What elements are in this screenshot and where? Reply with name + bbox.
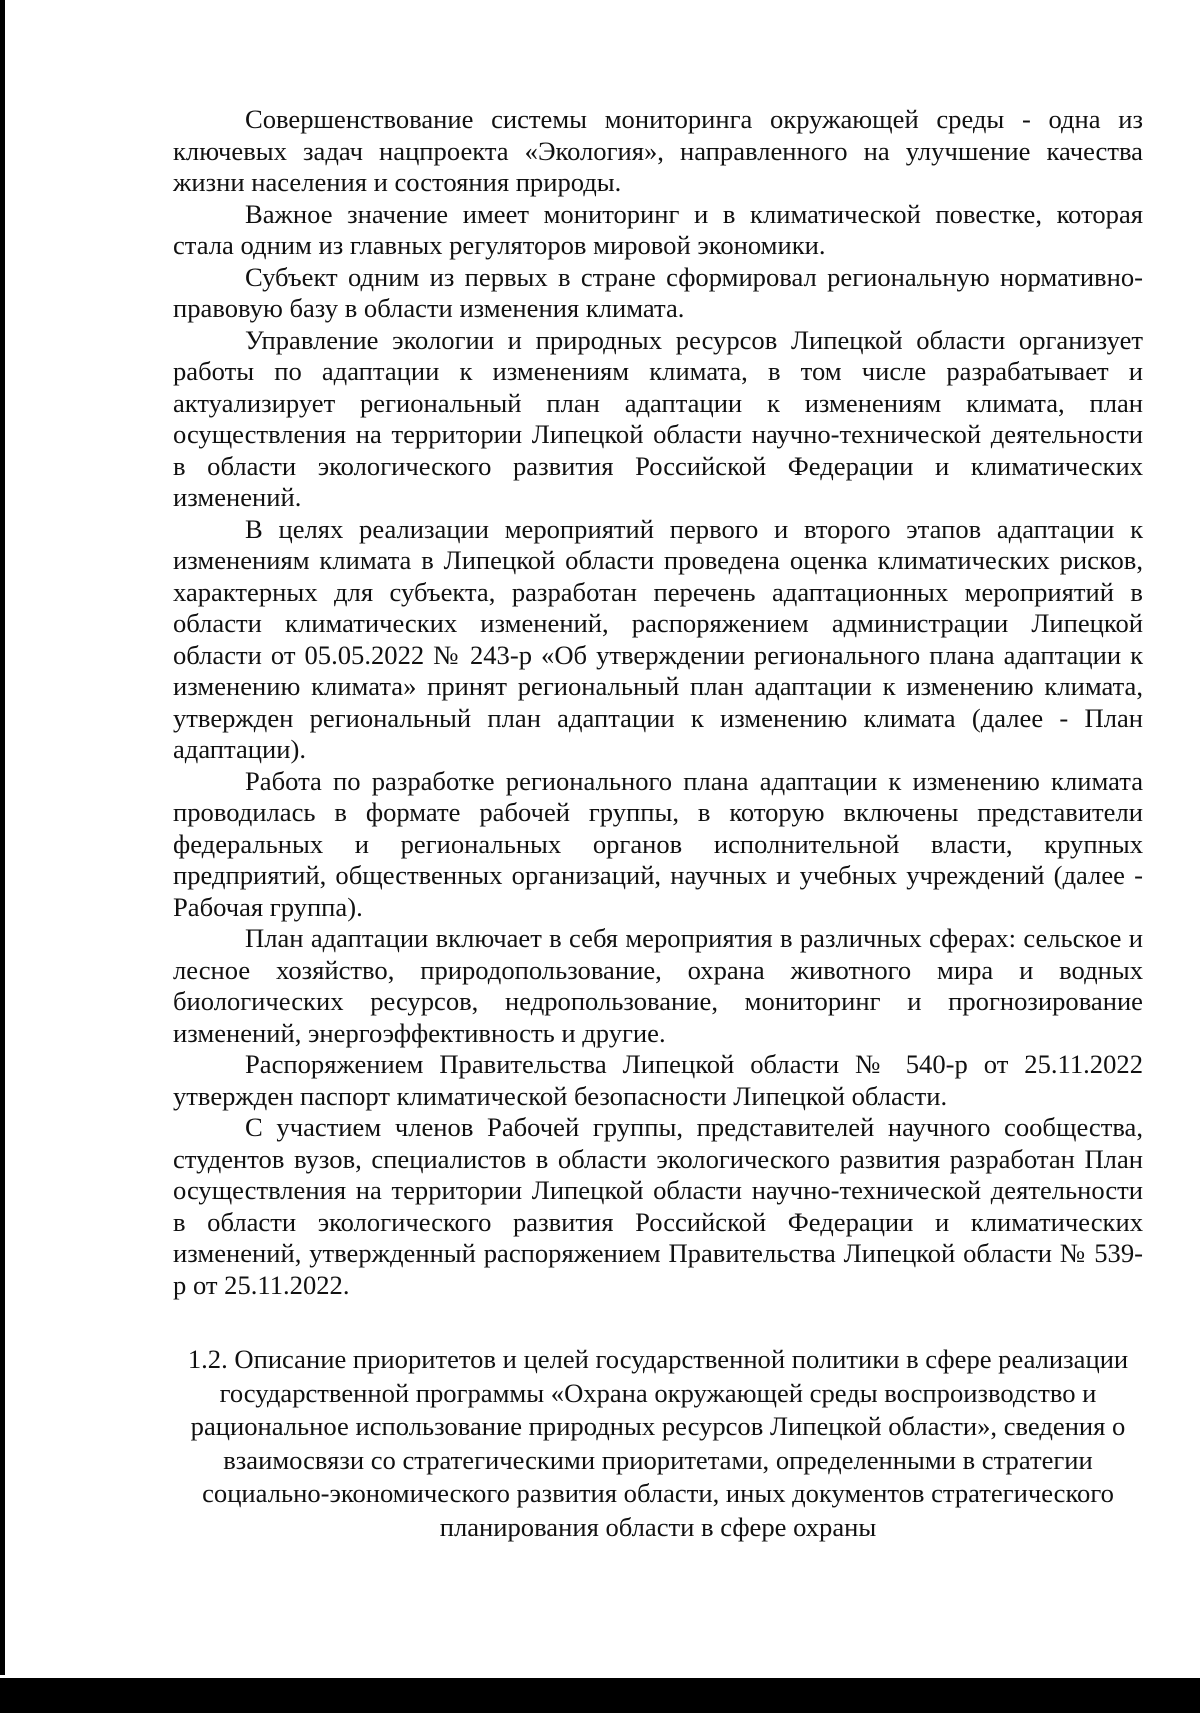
scan-bottom-edge xyxy=(0,1678,1200,1713)
paragraph-research-plan: С участием членов Рабочей группы, представителей научного сообщества, студентов вузов, специалистов в области экологического развития разработан План осуществления на территории Липецкой области научно-технической деятельности в области экологического развития Российской Федерации и климатических изменений, утвержденный распоряжением Правительства Липецкой области № 539-р от 25.11.2022. xyxy=(173,1112,1143,1300)
paragraph-climate-agenda: Важное значение имеет мониторинг и в климатической повестке, которая стала одним из главных регуляторов мировой экономики. xyxy=(173,198,1143,260)
paragraph-adaptation-plan-scope: План адаптации включает в себя мероприятия в различных сферах: сельское и лесное хозяйство, природопользование, охрана животного мира и водных биологических ресурсов, недропользование, мониторинг и прогнозирование изменений, энергоэффективность и другие. xyxy=(173,923,1143,1048)
paragraph-ecology-department: Управление экологии и природных ресурсов Липецкой области организует работы по адаптации к изменениям климата, в том числе разрабатывает и актуализирует региональный план адаптации к изменениям климата, план осуществления на территории Липецкой области научно-технической деятельности в области экологического развития Российской Федерации и климатических изменений. xyxy=(173,324,1143,512)
paragraph-working-group: Работа по разработке регионального плана адаптации к изменению климата проводилась в формате рабочей группы, в которую включены представители федеральных и региональных органов исполнительной власти, крупных предприятий, общественных организаций, научных и учебных учреждений (далее - Рабочая группа). xyxy=(173,765,1143,922)
paragraph-monitoring-system: Совершенствование системы мониторинга окружающей среды - одна из ключевых задач нацпроекта «Экология», направленного на улучшение качества жизни населения и состояния природы. xyxy=(173,104,1143,197)
paragraph-regulatory-base: Субъект одним из первых в стране сформировал региональную нормативно-правовую базу в области изменения климата. xyxy=(173,261,1143,323)
section-heading-1-2: 1.2. Описание приоритетов и целей государственной политики в сфере реализации государственной программы «Охрана окружающей среды воспроизводство и рациональное использование природных ресурсов Липецкой области», сведения о взаимосвязи со стратегическими приоритетами, определенными в стратегии социально-экономического развития области, иных документов стратегического планирования области в сфере охраны xyxy=(187,1344,1129,1542)
scan-left-edge xyxy=(0,0,5,1675)
paragraph-climate-passport: Распоряжением Правительства Липецкой области № 540-р от 25.11.2022 утвержден паспорт климатической безопасности Липецкой области. xyxy=(173,1049,1143,1111)
paragraph-adaptation-stages: В целях реализации мероприятий первого и второго этапов адаптации к изменениям климата в Липецкой области проведена оценка климатических рисков, характерных для субъекта, разработан перечень адаптационных мероприятий в области климатических изменений, распоряжением администрации Липецкой области от 05.05.2022 № 243-р «Об утверждении регионального плана адаптации к изменению климата» принят региональный план адаптации к изменению климата, утвержден региональный план адаптации к изменению климата (далее - План адаптации). xyxy=(173,513,1143,764)
document-page xyxy=(173,104,1143,1544)
